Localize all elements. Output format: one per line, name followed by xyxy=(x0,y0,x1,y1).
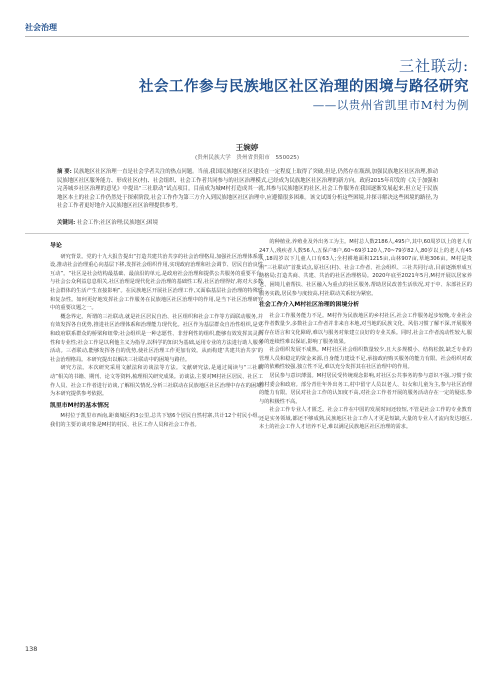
section-heading: 社会工作介入M村社区治理的困境分析 xyxy=(259,302,360,309)
body-paragraph: 概念界定。所谓的三社联动,就是社区居民自治、社区组织和社会工作等方面联动服务,并有效发挥各自优势,推进社区治理体系和治理能力现代化。社区作为基层群众自治性组织,是党和政府联系群众的桥梁和纽带;社会组织是一种志愿性、非营利性的组织,能够有效发挥其灵活性和专业性;社会工作是以利他主义为指导,以科学的知识为基础,运用专业的方法进行助人服务活动。三者联动,能够发挥各自的优势,使社区治理工作更加有效。从而构建‘共建共治共享’的社会治理格局。本研究提出以解决三社联动中的困境与路径。 xyxy=(50,313,263,363)
section-tag: 社会治理 xyxy=(25,23,57,32)
keywords-text: 社会工作;社区治理;民族地区;困境 xyxy=(77,220,158,226)
keywords xyxy=(57,219,438,228)
divider xyxy=(25,233,469,234)
section-heading: 凯里市M村的基本情况 xyxy=(50,402,109,409)
abstract-text: 民族地区社区治理一直是社会学者关注的热点问题。当前,我国民族地区社区建设在一定程度上取得了突破,但是,仍然存在瓶颈,加强民族地区社区治理,推动民族地区社区服务能力、形成社区(村)、社会组织、社会工作者共同参与的社区治理模式,已经成为民族地区社区治理的新方向。政府2015年印发的《关于加强和完善城乡社区治理的意见》中提出“三社联动”试点项目。目前成为城M村打造成其一就,其参与民族地区的社区,社会工作服务在我国逐渐发展起来,但立足于民族地区本土的社会工作仍然处于探索阶段,社会工作作为第三方介入到民族地区社区治理中,应遵循很多困难。该文试图分析这些困境,并探寻解决这些困境的路径,为社会工作者更好地介入民族地区社区治理提供参考。 xyxy=(57,169,438,210)
section-heading: 导论 xyxy=(50,243,62,249)
author-name: 王婉婷 xyxy=(235,143,259,152)
body-paragraph: M村位于凯里市西南,距离城区约3公里,总共下辖6个居民自然村寨,共计12个村民小组。我们的主要访谈对象是M村的村民、社区工作人员和社会工作者。 xyxy=(50,413,263,428)
right-column xyxy=(259,238,472,432)
title-line-3: ——以贵州省凯里市M村为例 xyxy=(312,98,469,112)
body-paragraph: 社会工作服务能力不足。M村作为民族地区的乡村社区,社会工作服务起步较晚,专业社会工作者数量少,多数社会工作者并非来自本地,对当地的民族文化、风俗习惯了解不深,开展服务时存在语言和文化障碍,难以与服务对象建立良好的专业关系。同时,社会工作者流动性较大,服务的连续性难以保证,影响了服务效果。 xyxy=(259,312,472,345)
body-paragraph: 研究背景。党的十九大报告提出“打造共建共治共享的社会治理格局,加强社区治理体系建设,推动社会治理重心向基层下移,发挥社会组织作用,实现政府治理和社会调节、居民自治良性互动”。“社区是社会结构最基础、最前沿的单元,是政府社会治理和提供公共服务的重要平台,与社会公众利益息息相关,社区治理是现代化社会治理的基础性工程,社区治理得好,将对大多数社会群体的生活产生直接影响”。在民族地区开展社区治理工作,又面临基层社会治理的特殊性和复杂性。如何更好地发挥社会工作服务在民族地区社区治理中的作用,是当下社区治理研究中的重要议题之一。 xyxy=(50,253,263,312)
body-paragraph: 居民参与意识薄弱。M村居民受传统观念影响,对社区公共事务的参与意识不强,习惯于依赖村委会和政府。部分青壮年外出务工,村中留守人员以老人、妇女和儿童为主,参与社区治理的能力有限。居民对社会工作的认知度不高,对社会工作者开展的服务活动存在一定的疑虑,参与的积极性不高。 xyxy=(259,372,472,405)
title-line-2: 社会工作参与民族地区社区治理的困境与路径研究 xyxy=(139,78,469,95)
title-line-1: 三社联动: xyxy=(398,57,469,75)
keywords-label: 关键词: xyxy=(57,220,76,226)
author-affiliation: (贵州民族大学 贵州省贵阳市 550025) xyxy=(194,155,300,161)
body-paragraph: 社会组织发展不成熟。M村社区社会组织数量较少,且大多规模小、结构松散,缺乏专业的管理人员和稳定的资金来源,自身能力建设不足,承接政府购买服务的能力有限。社会组织对政府的依赖性较强,独立性不足,难以充分发挥其在社区治理中的作用。 xyxy=(259,347,472,371)
body-paragraph: 社会工作专业人才匮乏。社会工作在中国的发展时间还较短,不管是社会工作的专业教育还是实务领域,都还不够成熟,民族地区社会工作人才更是短缺,大量的专业人才流向发达地区,本土的社会工作人才培养不足,难以满足民族地区社区治理的需求。 xyxy=(259,407,472,431)
left-column xyxy=(50,238,263,429)
page-number: 138 xyxy=(25,645,38,653)
abstract-label: 摘 要: xyxy=(57,169,72,175)
body-paragraph: 研究方法。本次研究采用文献法和访谈法等方法。文献研究法,是通过阅读与“三社联动”相关的书籍、期刊、论文等资料,梳理相关研究成果。访谈法,主要对M村社区居民、社区工作人员、社会工作者进行访谈,了解相关情况,分析三社联动在民族地区社区治理中存在的困境,为本研究提供参考依据。 xyxy=(50,365,263,398)
abstract xyxy=(57,168,438,211)
top-rule xyxy=(25,36,469,37)
body-paragraph: 的种植业,养殖业及外出务工为主。M村总人数2186人,495户,其中,60周岁以上的老人有247人,残疾者人数56人,五保户8户,60~69岁120人,70~79岁82人,80岁以上的老人有45人,18周岁以下儿童人口有63人;全村耕地面积1215亩,山林907亩,草地306亩。M村是贵州“三社联动”首批试点,原社区(村)、社会工作者、社会组织、三社共同行动,目前逐渐形成互助格局;打造共商、共建、共治的社区治理格局。2020年底至2021年5月,M村开展以居家养老、困境儿童帮扶、社区融入为重点的社区服务,帮助居民改善生活状况,对于中、东部社区的服务实践,居民参与度较高,村社联动关系较为紧密。 xyxy=(259,239,472,297)
